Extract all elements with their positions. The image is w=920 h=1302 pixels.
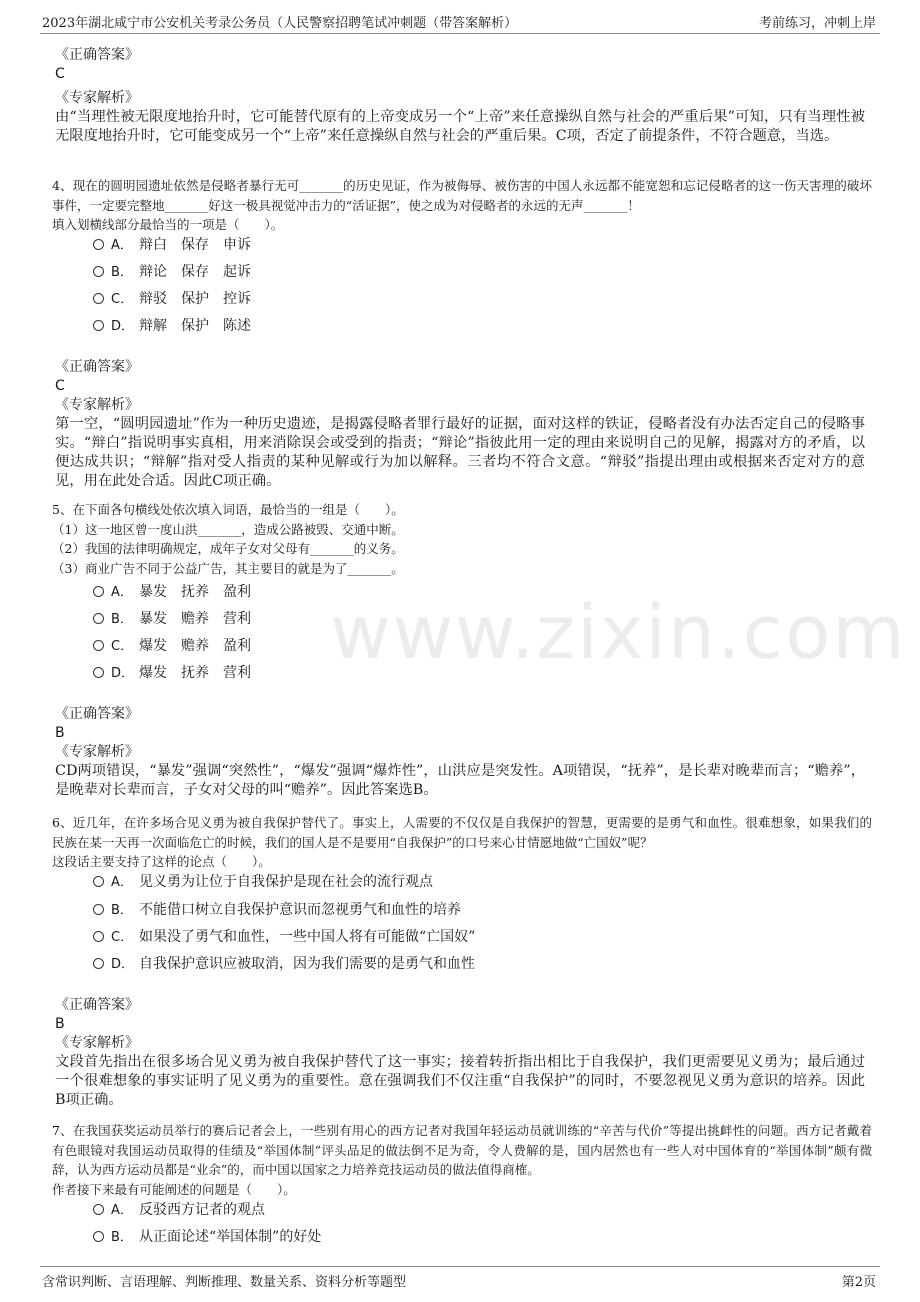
answer-label: 《正确答案》 — [55, 706, 139, 722]
answer-value: C — [55, 66, 65, 82]
q7-option-a[interactable]: A． 反驳西方记者的观点 — [93, 1200, 265, 1220]
explanation-text: 文段首先指出在很多场合见义勇为被自我保护替代了这一事实；接着转折指出相比于自我保护，我们更需要见义勇为；最后通过一个很难想象的事实证明了见义勇为的重要性。意在强调我们不仅注重“自我保护”的同时，不要忽视见义勇为意识的培养。因此B项正确。 — [55, 1054, 865, 1108]
question-text: 5、在下面各句横线处依次填入词语，最恰当的一组是（ ）。 — [52, 502, 404, 517]
radio-icon[interactable] — [93, 640, 104, 651]
explanation-text: CD两项错误，“暴发”强调“突然性”，“爆发”强调“爆炸性”，山洪应是突发性。A项错误，“抚养”，是长辈对晚辈而言；“赡养”，是晚辈对长辈而言，子女对父母的叫“赡养”。因此答案选B。 — [55, 763, 865, 798]
q7-option-b[interactable]: B． 从正面论述“举国体制”的好处 — [93, 1227, 321, 1247]
q6-option-c[interactable]: C． 如果没了勇气和血性，一些中国人将有可能做“亡国奴” — [93, 927, 475, 947]
q5-option-b[interactable]: B． 暴发 赡养 营利 — [93, 609, 251, 629]
question-text: 7、在我国获奖运动员举行的赛后记者会上，一些别有用心的西方记者对我国年轻运动员就训练的“辛苦与代价”等提出挑衅性的问题。西方记者戴着有色眼镜对我国运动员取得的佳绩及“举国体制”评头品足的做法倒不足为奇，令人费解的是，国内居然也有一些人对中国体育的“举国体制”颇有微辞，认为西方运动员都是“业余”的，而中国以国家之力培养竞技运动员的做法值得商榷。 — [52, 1123, 872, 1177]
watermark: www.zixin.com — [330, 590, 907, 676]
q4-option-a[interactable]: A． 辩白 保存 申诉 — [93, 235, 251, 255]
radio-icon[interactable] — [93, 586, 104, 597]
radio-icon[interactable] — [93, 958, 104, 969]
radio-icon[interactable] — [93, 931, 104, 942]
answer-value: B — [55, 725, 65, 741]
q5-option-c[interactable]: C． 爆发 赡养 盈利 — [93, 636, 251, 656]
q4-option-c[interactable]: C． 辩驳 保护 控诉 — [93, 289, 251, 309]
page-number: 第2页 — [841, 1275, 876, 1290]
q5-answer-block — [55, 705, 865, 800]
q5-option-a[interactable]: A． 暴发 抚养 盈利 — [93, 582, 251, 602]
question-item: （2）我国的法律明确规定，成年子女对父母有_______的义务。 — [52, 541, 404, 556]
answer-value: B — [55, 1016, 65, 1032]
q6-option-d[interactable]: D． 自我保护意识应被取消，因为我们需要的是勇气和血性 — [93, 954, 475, 974]
header-divider — [40, 33, 880, 34]
radio-icon[interactable] — [93, 904, 104, 915]
q4-option-b[interactable]: B． 辩论 保存 起诉 — [93, 262, 251, 282]
radio-icon[interactable] — [93, 320, 104, 331]
document-title: 2023年湖北咸宁市公安机关考录公务员（人民警察招聘笔试冲刺题（带答案解析） — [42, 16, 518, 31]
q4-option-d[interactable]: D． 辩解 保护 陈述 — [93, 316, 251, 336]
header-slogan: 考前练习，冲刺上岸 — [758, 16, 876, 31]
radio-icon[interactable] — [93, 293, 104, 304]
q3-answer-block — [55, 46, 865, 84]
answer-label: 《正确答案》 — [55, 997, 139, 1013]
radio-icon[interactable] — [93, 266, 104, 277]
question-text: 6、近几年，在许多场合见义勇为被自我保护替代了。事实上，人需要的不仅仅是自我保护的智慧，更需要的是勇气和血性。很难想象，如果我们的民族在某一天再一次面临危亡的时候，我们的国人是不是要用“自我保护”的口号来心甘情愿地做“亡国奴”呢？ — [52, 815, 872, 850]
q4-question — [52, 176, 872, 235]
footer-divider — [40, 1266, 880, 1267]
q6-answer-block — [55, 996, 865, 1110]
explanation-text: 第一空，“圆明园遗址”作为一种历史遗迹，是揭露侵略者罪行最好的证据，面对这样的铁证，侵略者没有办法否定自己的侵略事实。“辩白”指说明事实真相，用来消除误会或受到的指责；“辩论”指彼此用一定的理由来说明自己的见解，揭露对方的矛盾，以便达成共识；“辩解”指对受人指责的某种见解或行为加以解释。三者均不符合文意。“辩驳”指提出理由或根据来否定对方的意见，用在此处合适。因此C项正确。 — [55, 416, 865, 489]
q6-question — [52, 813, 872, 872]
radio-icon[interactable] — [93, 876, 104, 887]
question-prompt: 作者接下来最有可能阐述的问题是（ ）。 — [52, 1181, 296, 1197]
question-item: （1）这一地区曾一度山洪_______，造成公路被毁、交通中断。 — [52, 521, 404, 537]
page-header — [0, 0, 920, 34]
question-prompt: 这段话主要支持了这样的论点（ ）。 — [52, 854, 271, 869]
radio-icon[interactable] — [93, 613, 104, 624]
radio-icon[interactable] — [93, 1231, 104, 1242]
expert-label: 《专家解析》 — [55, 397, 139, 413]
q4-answer-block — [55, 358, 865, 491]
q3-explanation-block — [55, 89, 865, 146]
radio-icon[interactable] — [93, 667, 104, 678]
question-item: （3）商业广告不同于公益广告，其主要目的就是为了_______。 — [52, 560, 404, 576]
q5-question — [52, 500, 872, 578]
q5-option-d[interactable]: D． 爆发 抚养 营利 — [93, 663, 251, 683]
explanation-text: 由“当理性被无限度地抬升时，它可能替代原有的上帝变成另一个“上帝”来任意操纵自然与社会的严重后果”可知，只有当理性被无限度地抬升时，它可能变成另一个“上帝”来任意操纵自然与社会的严重后果。C项，否定了前提条件，不符合题意，当选。 — [55, 109, 865, 144]
footer-note: 含常识判断、言语理解、判断推理、数量关系、资料分析等题型 — [42, 1275, 407, 1290]
q7-question — [52, 1121, 872, 1199]
answer-label: 《正确答案》 — [55, 359, 139, 375]
expert-label: 《专家解析》 — [55, 744, 139, 760]
answer-label: 《正确答案》 — [55, 47, 139, 63]
radio-icon[interactable] — [93, 239, 104, 250]
radio-icon[interactable] — [93, 1204, 104, 1215]
question-text: 4、现在的圆明园遗址依然是侵略者暴行无可_______的历史见证，作为被侮辱、被伤害的中国人永远都不能宽恕和忘记侵略者的这一伤天害理的破坏事件，一定要完整地_______好这一极具视觉冲击力的“活证据”，使之成为对侵略者的永远的无声_______！ — [52, 178, 872, 213]
expert-label: 《专家解析》 — [55, 90, 139, 106]
question-prompt: 填入划横线部分最恰当的一项是（ ）。 — [52, 217, 284, 232]
q6-option-b[interactable]: B． 不能借口树立自我保护意识而忽视勇气和血性的培养 — [93, 900, 461, 920]
answer-value: C — [55, 378, 65, 394]
expert-label: 《专家解析》 — [55, 1035, 139, 1051]
q6-option-a[interactable]: A． 见义勇为让位于自我保护是现在社会的流行观点 — [93, 872, 433, 892]
